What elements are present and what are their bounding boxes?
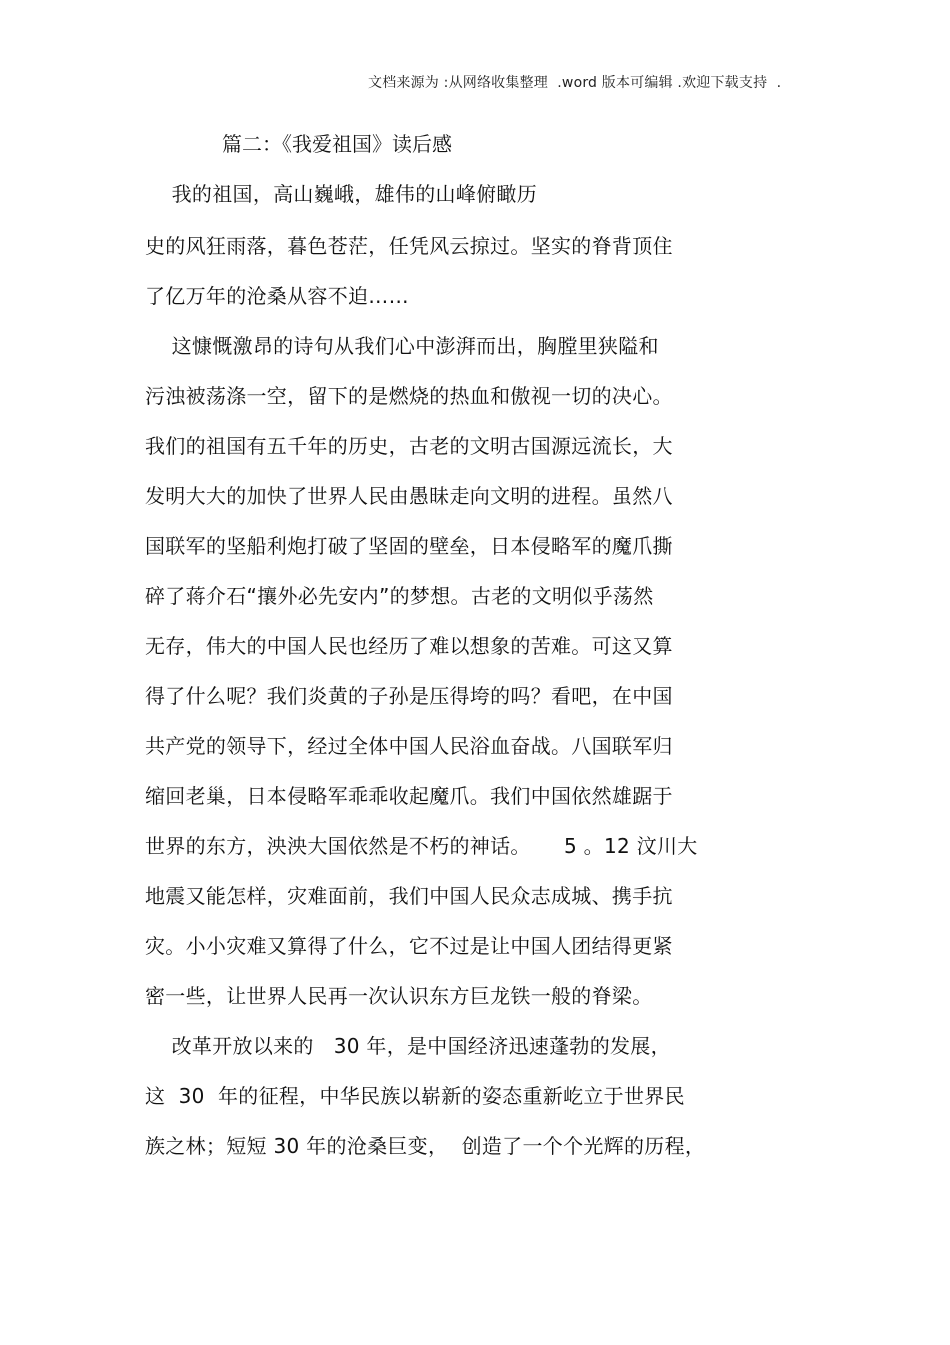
body-line: 密一些，让世界人民再一次认识东方巨龙铁一般的脊梁。 (145, 984, 653, 1008)
article-title: 篇二：《我爱祖国》读后感 (222, 132, 452, 156)
body-line: 我的祖国，高山巍峨，雄伟的山峰俯瞰历 (145, 182, 538, 206)
body-line: 缩回老巢，日本侵略军乖乖收起魔爪。我们中国依然雄踞于 (145, 784, 673, 808)
body-line: 了亿万年的沧桑从容不迫…… (145, 284, 409, 308)
body-line: 族之林；短短 30 年的沧桑巨变， 创造了一个个光辉的历程， (145, 1134, 706, 1158)
body-line: 地震又能怎样，灾难面前，我们中国人民众志成城、携手抗 (145, 884, 673, 908)
body-line: 共产党的领导下，经过全体中国人民浴血奋战。八国联军归 (145, 734, 673, 758)
body-line: 改革开放以来的 30 年，是中国经济迅速蓬勃的发展， (145, 1034, 671, 1058)
page-header: 文档来源为 :从网络收集整理 .word 版本可编辑 .欢迎下载支持 . (368, 75, 782, 91)
body-line: 史的风狂雨落，暮色苍茫，任凭风云掠过。坚实的脊背顶住 (145, 234, 673, 258)
body-line: 发明大大的加快了世界人民由愚昧走向文明的进程。虽然八 (145, 484, 673, 508)
body-line: 这 30 年的征程，中华民族以崭新的姿态重新屹立于世界民 (145, 1084, 685, 1108)
body-line: 碎了蒋介石“攘外必先安内”的梦想。古老的文明似乎荡然 (145, 584, 654, 608)
body-line: 无存，伟大的中国人民也经历了难以想象的苦难。可这又算 (145, 634, 673, 658)
body-line: 我们的祖国有五千年的历史，古老的文明古国源远流长，大 (145, 434, 673, 458)
body-line: 国联军的坚船利炮打破了坚固的壁垒，日本侵略军的魔爪撕 (145, 534, 673, 558)
body-line: 灾。小小灾难又算得了什么，它不过是让中国人团结得更紧 (145, 934, 673, 958)
body-line: 这慷慨激昂的诗句从我们心中澎湃而出，胸膛里狭隘和 (145, 334, 659, 358)
body-line: 世界的东方，泱泱大国依然是不朽的神话。 5 。12 汶川大 (145, 834, 698, 858)
body-line: 得了什么呢？我们炎黄的子孙是压得垮的吗？看吧，在中国 (145, 684, 673, 708)
body-line: 污浊被荡涤一空，留下的是燃烧的热血和傲视一切的决心。 (145, 384, 673, 408)
